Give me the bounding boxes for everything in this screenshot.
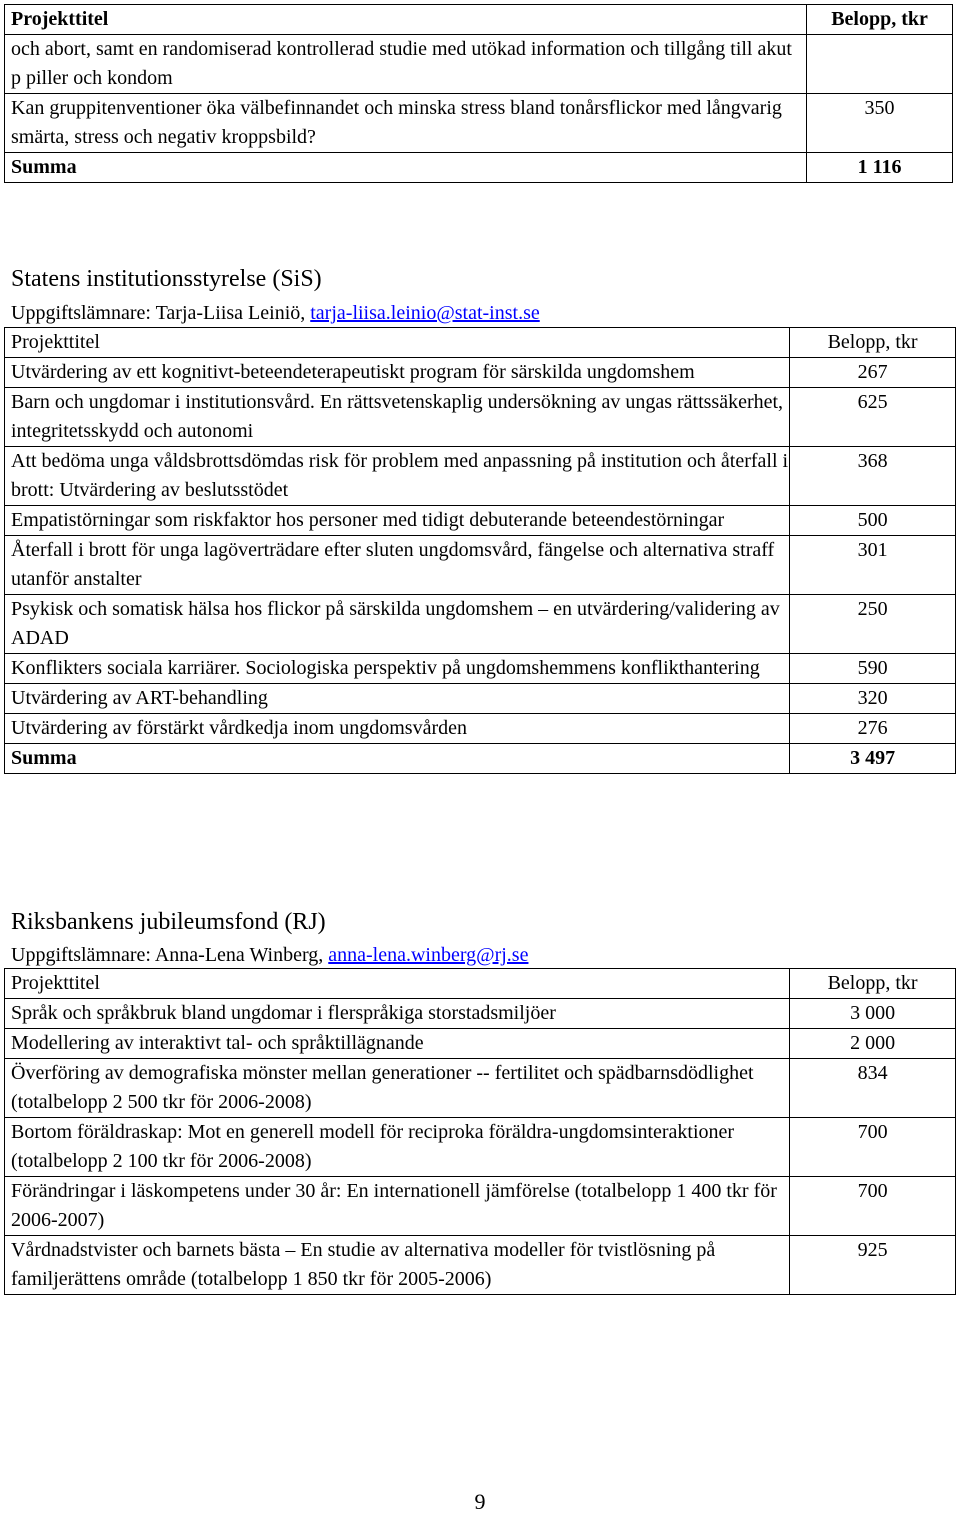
table-row — [5, 714, 956, 744]
table-row — [5, 388, 956, 447]
email-link[interactable]: anna-lena.winberg@rj.se — [328, 944, 529, 966]
row-title: Konflikters sociala karriärer. Sociologiska perspektiv på ungdomshemmens konflikthantering — [5, 654, 790, 684]
header-amount: Belopp, tkr — [807, 5, 953, 35]
row-title: Kan gruppitenventioner öka välbefinnandet och minska stress bland tonårsflickor med långvarig smärta, stress och negativ kroppsbild? — [5, 94, 807, 153]
total-row — [5, 744, 956, 774]
table-header — [5, 5, 953, 35]
contact-sis — [11, 300, 540, 326]
table-1 — [4, 4, 953, 183]
row-title: Utvärdering av förstärkt vårdkedja inom ungdomsvården — [5, 714, 790, 744]
row-title: Utvärdering av ART-behandling — [5, 684, 790, 714]
table-row — [5, 1118, 956, 1177]
row-title: Att bedöma unga våldsbrottsdömdas risk för problem med anpassning på institution och återfall i brott: Utvärdering av beslutsstödet — [5, 447, 790, 506]
table-row — [5, 1236, 956, 1295]
row-title: Återfall i brott för unga lagöverträdare efter sluten ungdomsvård, fängelse och alternativa straff utanför anstalter — [5, 536, 790, 595]
header-amount: Belopp, tkr — [790, 328, 956, 358]
table-row — [5, 536, 956, 595]
row-title: Empatistörningar som riskfaktor hos personer med tidigt debuterande beteendestörningar — [5, 506, 790, 536]
row-amount: 700 — [790, 1177, 956, 1236]
table-row — [5, 358, 956, 388]
row-title: Psykisk och somatisk hälsa hos flickor på särskilda ungdomshem – en utvärdering/validering av ADAD — [5, 595, 790, 654]
table-row — [5, 94, 953, 153]
row-amount — [807, 35, 953, 94]
contact-prefix: Uppgiftslämnare: Tarja-Liisa Leiniö, — [11, 302, 311, 324]
row-title: och abort, samt en randomiserad kontrollerad studie med utökad information och tillgång till akut p piller och kondom — [5, 35, 807, 94]
row-amount: 350 — [807, 94, 953, 153]
table-header — [5, 328, 956, 358]
row-amount: 301 — [790, 536, 956, 595]
section-title-sis: Statens institutionsstyrelse (SiS) — [11, 266, 322, 292]
page-number: 9 — [474, 1489, 486, 1514]
row-amount: 834 — [790, 1059, 956, 1118]
table-header — [5, 969, 956, 999]
total-label: Summa — [5, 744, 790, 774]
contact-prefix: Uppgiftslämnare: Anna-Lena Winberg, — [11, 944, 329, 966]
row-title: Utvärdering av ett kognitivt-beteendeterapeutiskt program för särskilda ungdomshem — [5, 358, 790, 388]
row-amount: 925 — [790, 1236, 956, 1295]
row-amount: 700 — [790, 1118, 956, 1177]
row-amount: 250 — [790, 595, 956, 654]
row-amount: 2 000 — [790, 1029, 956, 1059]
row-title: Barn och ungdomar i institutionsvård. En rättsvetenskaplig undersökning av ungas rättssäkerhet, integritetsskydd och autonomi — [5, 388, 790, 447]
table-row — [5, 1029, 956, 1059]
table-row — [5, 999, 956, 1029]
contact-rj — [11, 942, 528, 968]
row-title: Språk och språkbruk bland ungdomar i flerspråkiga storstadsmiljöer — [5, 999, 790, 1029]
row-amount: 590 — [790, 654, 956, 684]
row-amount: 3 000 — [790, 999, 956, 1029]
row-amount: 368 — [790, 447, 956, 506]
table-row — [5, 506, 956, 536]
header-title: Projekttitel — [5, 5, 807, 35]
section-title-rj: Riksbankens jubileumsfond (RJ) — [11, 909, 326, 935]
row-title: Vårdnadstvister och barnets bästa – En studie av alternativa modeller för tvistlösning på familjerättens område (totalbelopp 1 850 tkr för 2005-2006) — [5, 1236, 790, 1295]
row-title: Modellering av interaktivt tal- och språktillägnande — [5, 1029, 790, 1059]
row-amount: 276 — [790, 714, 956, 744]
row-title: Förändringar i läskompetens under 30 år: En internationell jämförelse (totalbelopp 1 400 tkr för 2006-2007) — [5, 1177, 790, 1236]
table-row — [5, 1059, 956, 1118]
table-2 — [4, 327, 956, 774]
row-title: Överföring av demografiska mönster mellan generationer -- fertilitet och spädbarnsdödlighet (totalbelopp 2 500 tkr för 2006-2008) — [5, 1059, 790, 1118]
header-title: Projekttitel — [5, 969, 790, 999]
table-row — [5, 35, 953, 94]
header-title: Projekttitel — [5, 328, 790, 358]
table-row — [5, 684, 956, 714]
header-amount: Belopp, tkr — [790, 969, 956, 999]
row-amount: 500 — [790, 506, 956, 536]
row-title: Bortom föräldraskap: Mot en generell modell för reciproka föräldra-ungdomsinteraktioner (totalbelopp 2 100 tkr för 2006-2008) — [5, 1118, 790, 1177]
email-link[interactable]: tarja-liisa.leinio@stat-inst.se — [310, 302, 540, 324]
table-row — [5, 1177, 956, 1236]
total-row — [5, 153, 953, 183]
total-amount: 1 116 — [807, 153, 953, 183]
row-amount: 625 — [790, 388, 956, 447]
row-amount: 267 — [790, 358, 956, 388]
table-row — [5, 447, 956, 506]
table-row — [5, 654, 956, 684]
table-row — [5, 595, 956, 654]
total-label: Summa — [5, 153, 807, 183]
row-amount: 320 — [790, 684, 956, 714]
table-3 — [4, 968, 956, 1295]
total-amount: 3 497 — [790, 744, 956, 774]
